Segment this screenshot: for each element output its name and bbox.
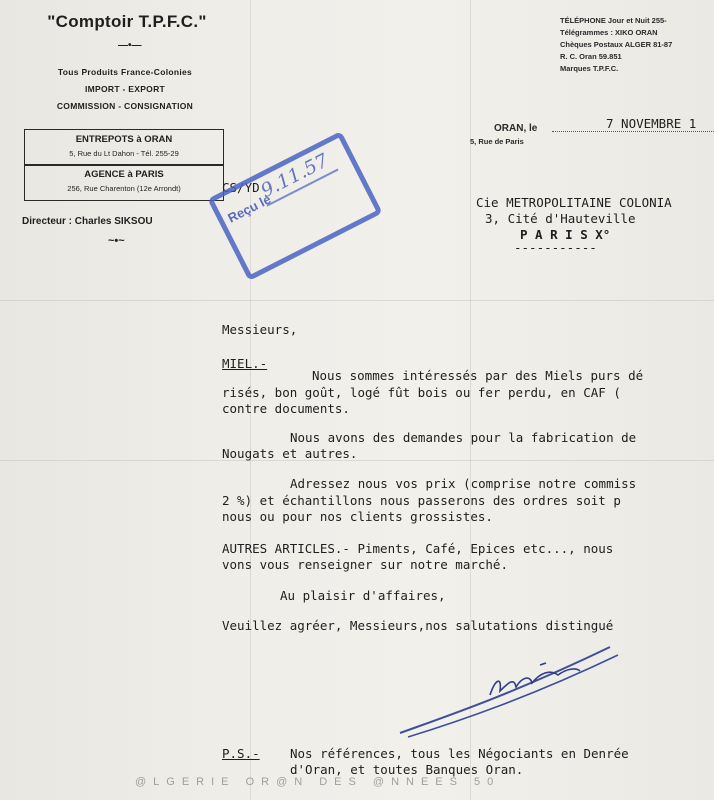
body-line: Nous avons des demandes pour la fabrication de xyxy=(290,430,637,445)
body-line: contre documents. xyxy=(222,401,350,416)
trade-line: IMPORT - EXPORT xyxy=(84,84,166,94)
recipient-underline: ----------- xyxy=(514,240,597,255)
watermark: @LGERIE OR@N DES @NNEES 50 xyxy=(135,776,501,788)
contact-line: R. C. Oran 59.851 xyxy=(560,52,622,61)
body-line: Nous sommes intéressés par des Miels purs dé xyxy=(312,368,644,383)
body-line: risés, bon goût, logé fût bois ou fer perdu, en CAF ( xyxy=(222,385,621,400)
body-line: Adressez nous vos prix (comprise notre commiss xyxy=(290,476,637,491)
recipient-line: P A R I S X° xyxy=(520,227,611,242)
place-street: 5, Rue de Paris xyxy=(470,137,524,146)
products-line: Tous Produits France-Colonies xyxy=(57,67,193,77)
paper-fold xyxy=(250,0,251,800)
contact-line: Chèques Postaux ALGER 81-87 xyxy=(560,40,673,49)
divider-ornament: ~•~ xyxy=(108,235,125,247)
contact-line: Marques T.P.F.C. xyxy=(560,64,619,73)
stamp-label: Reçu le xyxy=(225,191,274,226)
received-stamp xyxy=(207,131,382,281)
reference: CS/YD xyxy=(222,180,260,195)
ps-line: Nos références, tous les Négociants en Denrée xyxy=(290,746,629,761)
contact-line: Télégrammes : XIKO ORAN xyxy=(560,28,658,37)
ps-line: d'Oran, et toutes Banques Oran. xyxy=(290,762,524,777)
body-line: Nougats et autres. xyxy=(222,446,358,461)
warehouse-address: 5, Rue du Lt Dahon - Tél. 255-29 xyxy=(69,149,179,158)
subject: MIEL.- xyxy=(222,356,268,371)
stamp-date: 9.11.57 xyxy=(257,149,332,203)
body-line: Veuillez agréer, Messieurs,nos salutations distingué xyxy=(222,618,614,633)
divider-ornament: —•— xyxy=(118,40,142,51)
body-line: AUTRES ARTICLES.- Piments, Café, Epices etc..., nous xyxy=(222,541,614,556)
recipient-line: Cie METROPOLITAINE COLONIA xyxy=(476,195,672,210)
agency-title: AGENCE à PARIS xyxy=(84,169,164,180)
recipient-line: 3, Cité d'Hauteville xyxy=(485,211,636,226)
warehouse-title: ENTREPOTS à ORAN xyxy=(75,134,173,145)
ps-label: P.S.- xyxy=(222,746,260,761)
stamp-frame xyxy=(207,131,382,281)
body-line: nous ou pour nos clients grossistes. xyxy=(222,509,493,524)
contact-line: TÉLÉPHONE Jour et Nuit 255- xyxy=(560,16,667,25)
agency-address: 256, Rue Charenton (12e Arrondt) xyxy=(67,184,181,193)
letter-date: 7 NOVEMBRE 1 xyxy=(606,116,697,131)
body-line: vons vous renseigner sur notre marché. xyxy=(222,557,508,572)
salutation: Messieurs, xyxy=(222,322,298,337)
body-line: 2 %) et échantillons nous passerons des ordres soit p xyxy=(222,493,621,508)
box-divider xyxy=(25,164,223,166)
commission-line: COMMISSION - CONSIGNATION xyxy=(56,101,194,111)
body-line: Au plaisir d'affaires, xyxy=(280,588,446,603)
signature xyxy=(390,625,630,745)
date-dotted-line xyxy=(552,131,714,132)
company-name: "Comptoir T.P.F.C." xyxy=(47,12,207,31)
place-label: ORAN, le xyxy=(494,123,538,134)
address-box xyxy=(24,129,224,201)
director-line: Directeur : Charles SIKSOU xyxy=(22,216,153,227)
paper-fold xyxy=(0,300,714,301)
